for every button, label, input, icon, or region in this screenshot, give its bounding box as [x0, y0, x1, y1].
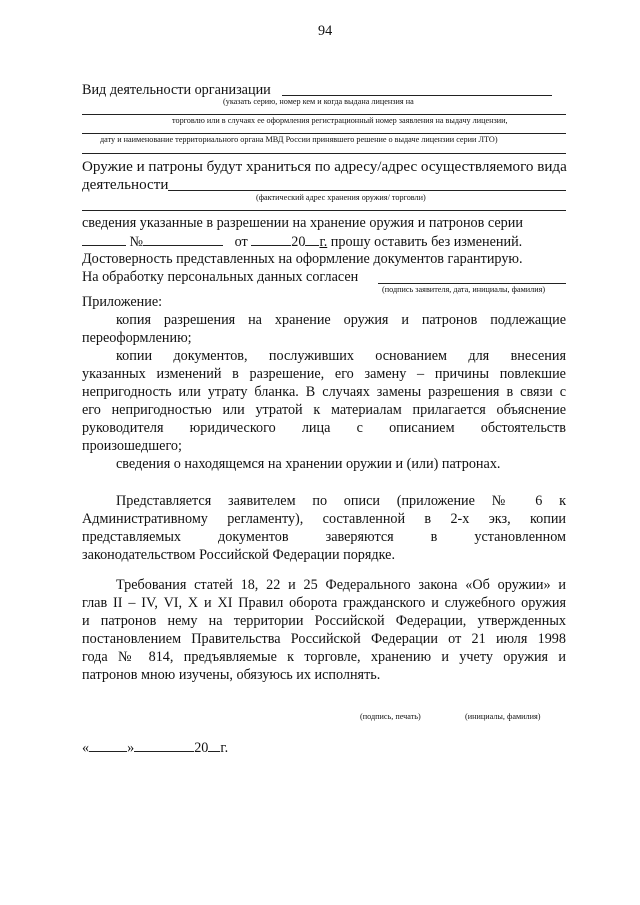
consent-hint: (подпись заявителя, дата, инициалы, фамилия) — [382, 285, 546, 294]
requirements-line-5: года № 814, предъявляемые к торговле, хранению и учету оружия и — [82, 649, 566, 665]
permit-number-field[interactable] — [143, 232, 223, 246]
requirements-line-6: патронов мною изучены, обязуюсь их исполнять. — [82, 667, 381, 683]
storage-address-field-line[interactable] — [168, 190, 566, 191]
activity-label: Вид деятельности организации — [82, 82, 271, 98]
requirements-line-3: и патронов нему на территории Российской Федерации, утвержденных — [82, 613, 566, 629]
storage-address-field-line-2[interactable] — [82, 210, 566, 211]
attachment-item-1-line-2: переоформлению; — [82, 330, 192, 346]
submission-line-4: законодательством Российской Федерации порядке. — [82, 547, 396, 563]
activity-field-line[interactable] — [282, 95, 552, 96]
submission-line-1: Представляется заявителем по описи (приложение № 6 к — [116, 493, 566, 509]
requirements-line-1: Требования статей 18, 22 и 25 Федерального закона «Об оружии» и — [116, 577, 566, 593]
submission-line-3: представляемых документов заверяются в установленном — [82, 529, 566, 545]
license-field-line-3[interactable] — [82, 153, 566, 154]
permit-year-label: 20 — [291, 234, 306, 250]
attachment-item-2-line-6: произошедшего; — [82, 438, 182, 454]
requirements-line-2: глав II – IV, VI, X и XI Правил оборота гражданского и служебного оружия — [82, 595, 566, 611]
date-month-field[interactable] — [134, 738, 194, 752]
attachment-item-3: сведения о находящемся на хранении оружии и (или) патронах. — [116, 456, 501, 472]
attachment-item-2-line-2: указанных изменений в разрешение, его замену – причины повлекшие — [82, 366, 566, 382]
date-year-prefix: 20 — [194, 740, 209, 756]
consent-text: На обработку персональных данных согласен — [82, 269, 359, 285]
attachment-item-1-line-1: копия разрешения на хранение оружия и патронов подлежащие — [116, 312, 566, 328]
permit-year-suffix: г. — [319, 234, 328, 250]
license-field-line-1[interactable] — [82, 114, 566, 115]
attachment-heading: Приложение: — [82, 294, 163, 310]
permit-year-field[interactable] — [305, 232, 319, 246]
guarantee-text: Достоверность представленных на оформление документов гарантирую. — [82, 251, 523, 267]
date-line — [82, 738, 228, 757]
attachment-item-2-line-3: непригодность или утрату бланка. В случаях замены разрешения в связи с — [82, 384, 566, 400]
activity-hint-1: (указать серию, номер кем и когда выдана лицензия на — [223, 97, 414, 106]
page-number: 94 — [318, 23, 333, 39]
date-year-field[interactable] — [208, 738, 220, 752]
permit-series-field[interactable] — [82, 232, 126, 246]
storage-hint: (фактический адрес хранения оружия/ торговли) — [256, 193, 426, 202]
activity-hint-3: дату и наименование территориального органа МВД России принявшего решение о выдаче лицензии серии ЛТО) — [100, 135, 498, 144]
date-open-quote: « — [82, 740, 90, 756]
signature-hint: (подпись, печать) — [360, 712, 421, 721]
attachment-item-2-line-1: копии документов, послуживших основанием для внесения — [116, 348, 566, 364]
requirements-line-4: постановлением Правительства Российской Федерации от 21 июля 1998 — [82, 631, 566, 647]
storage-line-2: деятельности — [82, 177, 169, 193]
submission-line-2: Административному регламенту), составленной в 2-х экз, копии — [82, 511, 566, 527]
storage-line-1: Оружие и патроны будут храниться по адресу/адрес осуществляемого вида — [82, 159, 567, 175]
permit-date-field[interactable] — [251, 232, 291, 246]
license-field-line-2[interactable] — [82, 133, 566, 134]
activity-hint-2: торговлю или в случаях ее оформления регистрационный номер заявления на выдачу лицензии, — [172, 116, 508, 125]
permit-line-1: сведения указанные в разрешении на хранение оружия и патронов серии — [82, 215, 523, 231]
date-close-quote: » — [127, 740, 135, 756]
consent-signature-line[interactable] — [378, 283, 566, 284]
date-day-field[interactable] — [89, 738, 127, 752]
attachment-item-2-line-5: руководителя юридического лица с описанием обстоятельств — [82, 420, 566, 436]
date-year-suffix: г. — [220, 740, 229, 756]
attachment-item-2-line-4: его непригодностью или утратой к материалам прилагается объяснение — [82, 402, 566, 418]
permit-line-2 — [82, 232, 522, 251]
permit-number-label: № — [129, 234, 144, 250]
permit-keep-text: прошу оставить без изменений. — [330, 234, 523, 250]
name-hint: (инициалы, фамилия) — [465, 712, 541, 721]
permit-date-label: от — [234, 234, 248, 250]
